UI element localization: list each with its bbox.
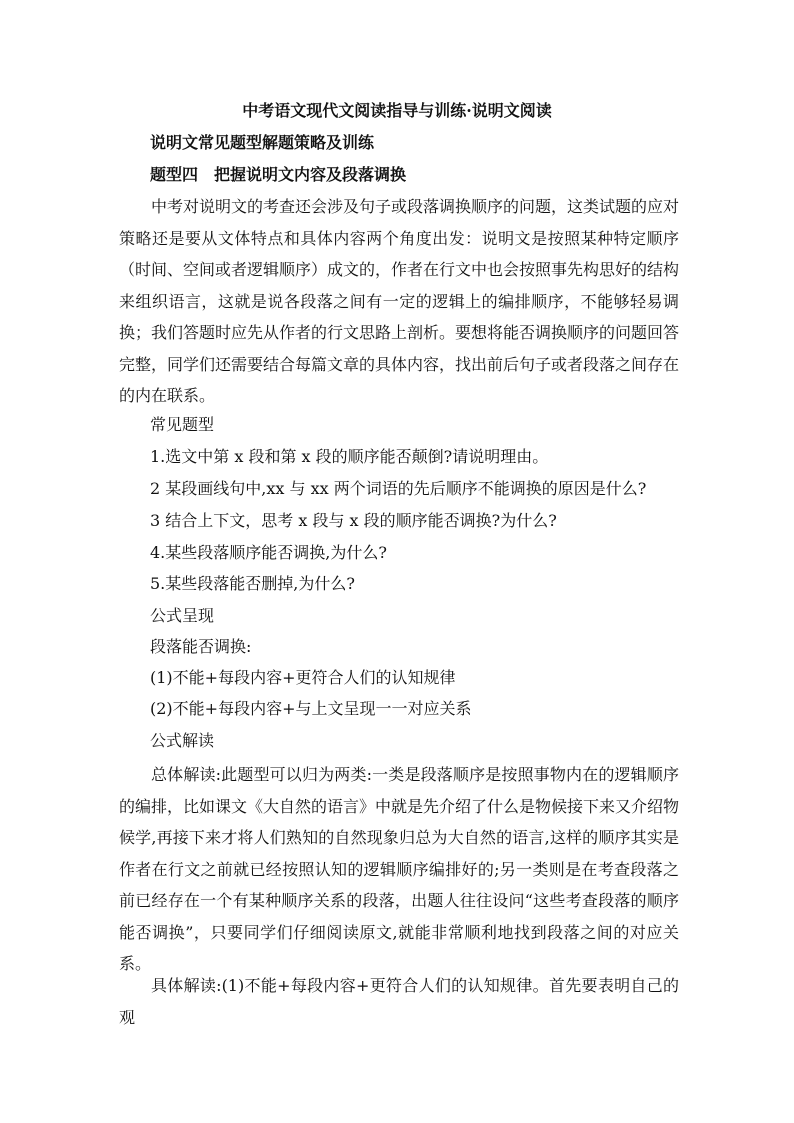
common-types-label: 常见题型 (150, 415, 215, 434)
subsection-heading: 题型四 把握说明文内容及段落调换 (150, 165, 407, 184)
section-heading: 说明文常见题型解题策略及训练 (150, 133, 375, 152)
interpretation-label: 公式解读 (150, 731, 215, 750)
formula-label: 公式呈现 (150, 606, 215, 625)
formula-item: (1)不能+每段内容+更符合人们的认知规律 (150, 668, 456, 687)
paragraph-swap-label: 段落能否调换: (150, 637, 252, 656)
question-item: 2 某段画线句中,xx 与 xx 两个词语的先后顺序不能调换的原因是什么? (150, 479, 647, 498)
document-title: 中考语文现代文阅读指导与训练·说明文阅读 (242, 101, 552, 120)
question-item: 4.某些段落顺序能否调换,为什么? (150, 543, 387, 562)
question-item: 3 结合上下文，思考 x 段与 x 段的顺序能否调换?为什么? (150, 511, 557, 530)
formula-item: (2)不能+每段内容+与上文呈现一一对应关系 (150, 699, 472, 718)
detail-paragraph: 具体解读:(1)不能+每段内容+更符合人们的认知规律。首先要表明自己的观 (119, 976, 679, 1027)
question-item: 1.选文中第 x 段和第 x 段的顺序能否颠倒?请说明理由。 (150, 447, 549, 466)
intro-paragraph: 中考对说明文的考查还会涉及句子或段落调换顺序的问题，这类试题的应对策略还是要从文体特点和具体内容两个角度出发：说明文是按照某种特定顺序（时间、空间或者逻辑顺序）成文的，作者在行文中也会按照事先构思好的结构来组织语言，这就是说各段落之间有一定的逻辑上的编排顺序，不能够轻易调换；我们答题时应先从作者的行文思路上剖析。要想将能否调换顺序的问题回答完整，同学们还需要结合每篇文章的具体内容，找出前后句子或者段落之间存在的内在联系。 (119, 197, 680, 405)
question-item: 5.某些段落能否删掉,为什么? (150, 574, 355, 593)
overview-paragraph: 总体解读:此题型可以归为两类:一类是段落顺序是按照事物内在的逻辑顺序的编排，比如课文《大自然的语言》中就是先介绍了什么是物候接下来又介绍物候学,再接下来才将人们熟知的自然现象归总为大自然的语言,这样的顺序其实是作者在行文之前就已经按照认知的逻辑顺序编排好的;另一类则是在考查段落之前已经存在一个有某种顺序关系的段落，出题人往往设问“这些考查段落的顺序能否调换”，只要同学们仔细阅读原文,就能非常顺利地找到段落之间的对应关系。 (119, 765, 680, 973)
